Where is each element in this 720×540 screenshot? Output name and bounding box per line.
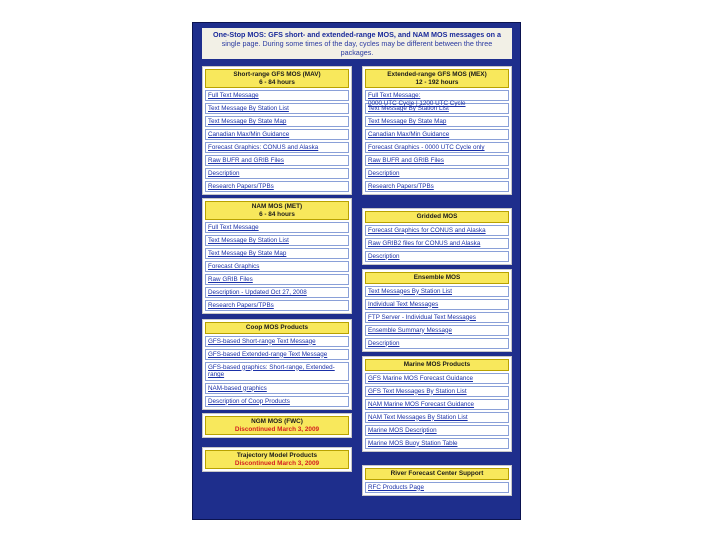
- mex-link-raw-files[interactable]: Raw BUFR and GRIB Files: [365, 155, 509, 166]
- mav-subtitle: 6 - 84 hours: [259, 78, 295, 86]
- marine-link-description[interactable]: Marine MOS Description: [365, 425, 509, 436]
- mav-link-canadian[interactable]: Canadian Max/Min Guidance: [205, 129, 349, 140]
- coop-link-short-range[interactable]: GFS-based Short-range Text Message: [205, 336, 349, 347]
- marine-link-gfs-station-list[interactable]: GFS Text Messages By Station List: [365, 386, 509, 397]
- coop-link-gfs-graphics[interactable]: GFS-based graphics: Short-range, Extended-range: [205, 362, 349, 381]
- trajectory-title: [205, 450, 349, 469]
- trajectory-title-text: Trajectory Model Products: [236, 452, 318, 459]
- marine-link-nam-station-list[interactable]: NAM Text Messages By Station List: [365, 412, 509, 423]
- met-link-research[interactable]: Research Papers/TPBs: [205, 300, 349, 311]
- met-title: [205, 201, 349, 220]
- ensemble-link-station-list[interactable]: Text Messages By Station List: [365, 286, 509, 297]
- rfc-link-products-page[interactable]: RFC Products Page: [365, 482, 509, 493]
- ngm-discontinued-note: Discontinued March 3, 2009: [234, 425, 320, 433]
- page-header: [202, 28, 512, 59]
- gridded-link-raw-grib2[interactable]: Raw GRIB2 files for CONUS and Alaska: [365, 238, 509, 249]
- met-link-description[interactable]: Description - Updated Oct 27, 2008: [205, 287, 349, 298]
- ensemble-title: Ensemble MOS: [365, 272, 509, 284]
- mex-link-graphics[interactable]: Forecast Graphics - 0000 UTC Cycle only: [365, 142, 509, 153]
- mav-link-full-text[interactable]: Full Text Message: [205, 90, 349, 101]
- trajectory-discontinued-note: Discontinued March 3, 2009: [234, 459, 320, 467]
- mav-panel: [202, 66, 352, 195]
- ensemble-link-ftp[interactable]: FTP Server - Individual Text Messages: [365, 312, 509, 323]
- trajectory-panel: [202, 447, 352, 472]
- coop-title: Coop MOS Products: [205, 322, 349, 334]
- marine-link-nam-guidance[interactable]: NAM Marine MOS Forecast Guidance: [365, 399, 509, 410]
- gridded-panel: [362, 208, 512, 265]
- mav-link-research[interactable]: Research Papers/TPBs: [205, 181, 349, 192]
- met-panel: [202, 198, 352, 314]
- met-subtitle: 6 - 84 hours: [259, 210, 295, 218]
- mex-link-research[interactable]: Research Papers/TPBs: [365, 181, 509, 192]
- gridded-link-description[interactable]: Description: [365, 251, 509, 262]
- mex-full-text-group: [365, 90, 509, 107]
- rfc-title: River Forecast Center Support: [365, 468, 509, 480]
- mex-link-canadian[interactable]: Canadian Max/Min Guidance: [365, 129, 509, 140]
- mav-link-station-list[interactable]: Text Message By Station List: [205, 103, 349, 114]
- coop-link-description[interactable]: Description of Coop Products: [205, 396, 349, 407]
- gridded-link-graphics[interactable]: Forecast Graphics for CONUS and Alaska: [365, 225, 509, 236]
- mav-link-graphics[interactable]: Forecast Graphics: CONUS and Alaska: [205, 142, 349, 153]
- met-link-full-text[interactable]: Full Text Message: [205, 222, 349, 233]
- mex-title: [365, 69, 509, 88]
- mav-link-raw-files[interactable]: Raw BUFR and GRIB Files: [205, 155, 349, 166]
- mav-title-text: Short-range GFS MOS (MAV): [233, 71, 321, 78]
- ensemble-link-description[interactable]: Description: [365, 338, 509, 349]
- coop-link-extended-range[interactable]: GFS-based Extended-range Text Message: [205, 349, 349, 360]
- header-line-1: One-Stop MOS: GFS short- and extended-range MOS, and NAM MOS messages on a: [213, 30, 501, 39]
- gridded-title: Gridded MOS: [365, 211, 509, 223]
- met-link-graphics[interactable]: Forecast Graphics: [205, 261, 349, 272]
- mex-full-text-label[interactable]: Full Text Message:: [368, 92, 421, 99]
- met-link-state-map[interactable]: Text Message By State Map: [205, 248, 349, 259]
- met-title-text: NAM MOS (MET): [251, 203, 303, 210]
- marine-link-gfs-guidance[interactable]: GFS Marine MOS Forecast Guidance: [365, 373, 509, 384]
- mav-link-state-map[interactable]: Text Message By State Map: [205, 116, 349, 127]
- marine-link-buoy-table[interactable]: Marine MOS Buoy Station Table: [365, 438, 509, 449]
- mex-link-station-list[interactable]: Text Message By Station List: [365, 103, 509, 114]
- mex-subtitle: 12 - 192 hours: [415, 78, 459, 86]
- mex-link-state-map[interactable]: Text Message By State Map: [365, 116, 509, 127]
- header-line-3: packages.: [340, 48, 374, 57]
- coop-panel: [202, 319, 352, 410]
- header-line-2: single page. During some times of the day, cycles may be different between the three: [221, 39, 493, 48]
- ngm-panel: [202, 413, 352, 438]
- mav-title: [205, 69, 349, 88]
- marine-panel: [362, 356, 512, 452]
- ensemble-link-individual[interactable]: Individual Text Messages: [365, 299, 509, 310]
- mex-link-description[interactable]: Description: [365, 168, 509, 179]
- ngm-title: [205, 416, 349, 435]
- met-link-station-list[interactable]: Text Message By Station List: [205, 235, 349, 246]
- met-link-raw-grib[interactable]: Raw GRIB Files: [205, 274, 349, 285]
- ensemble-panel: [362, 269, 512, 352]
- rfc-panel: [362, 465, 512, 496]
- mav-link-description[interactable]: Description: [205, 168, 349, 179]
- mex-title-text: Extended-range GFS MOS (MEX): [387, 71, 487, 78]
- ensemble-link-summary[interactable]: Ensemble Summary Message: [365, 325, 509, 336]
- mex-cycle-links[interactable]: 0000 UTC Cycle | 1200 UTC Cycle: [368, 100, 466, 107]
- coop-link-nam-graphics[interactable]: NAM-based graphics: [205, 383, 349, 394]
- ngm-title-text: NGM MOS (FWC): [251, 418, 303, 425]
- mos-products-frame: [192, 22, 521, 520]
- marine-title: Marine MOS Products: [365, 359, 509, 371]
- mex-panel: [362, 66, 512, 195]
